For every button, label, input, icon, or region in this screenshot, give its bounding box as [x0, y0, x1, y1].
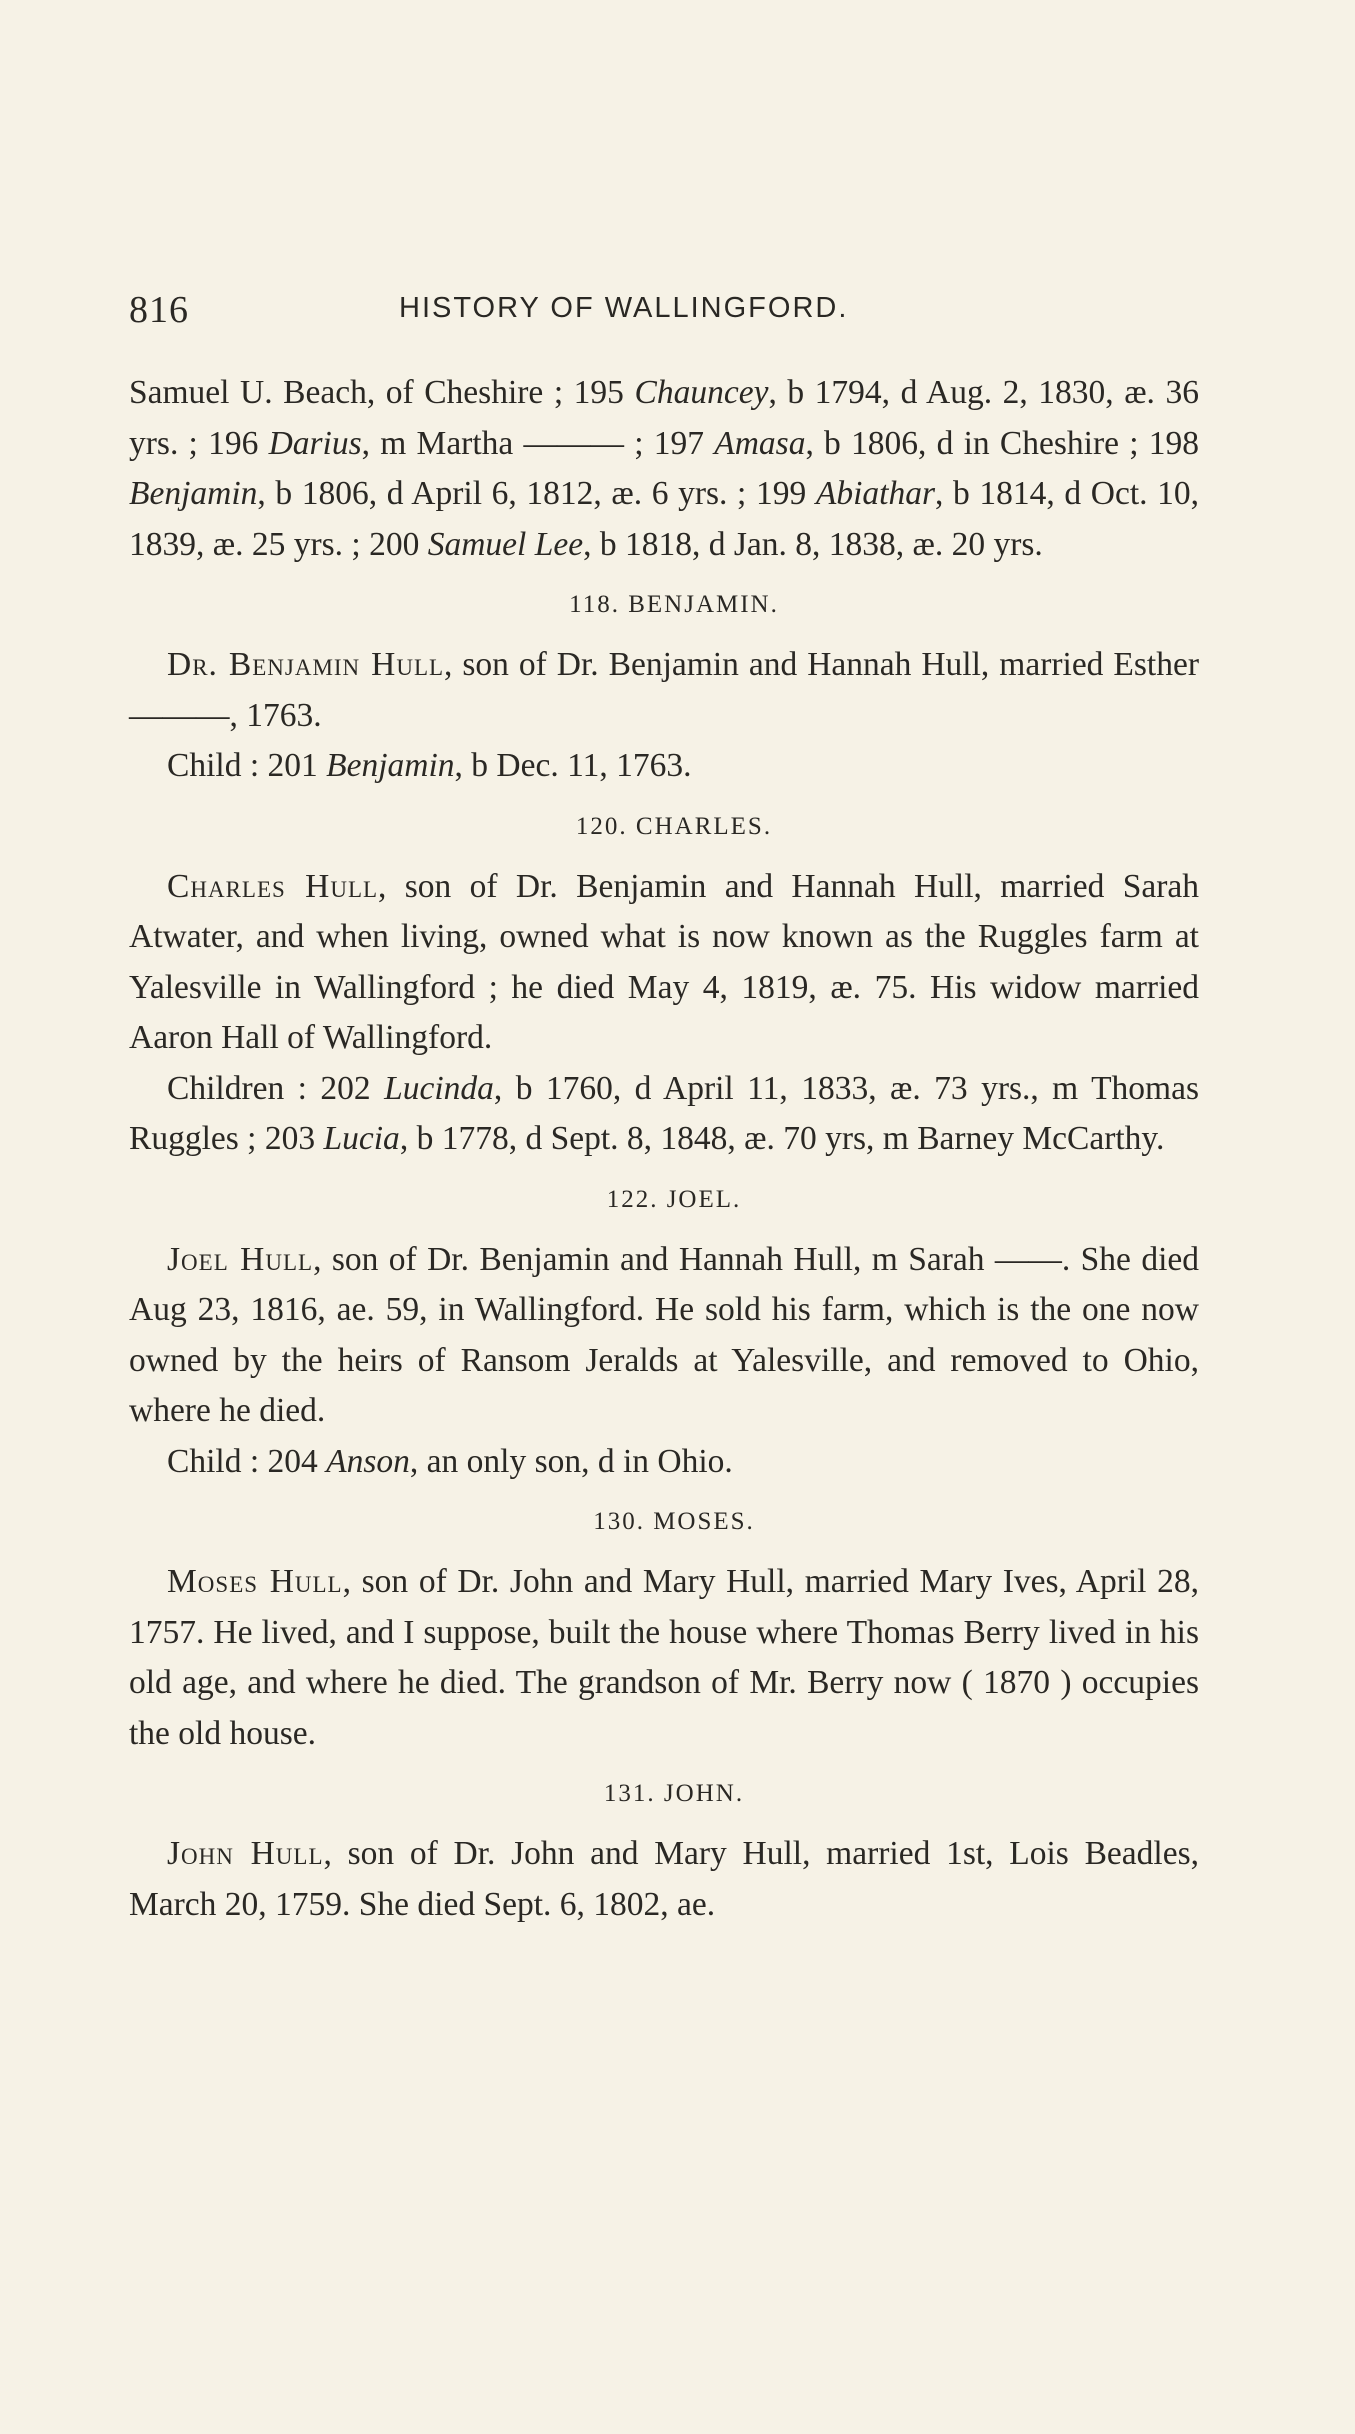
child-name: Anson [326, 1442, 410, 1480]
person-name: Dr. Benjamin Hull [167, 646, 445, 683]
child-name: Lucia [323, 1120, 400, 1157]
moses-paragraph: Moses Hull, son of Dr. John and Mary Hull, married Mary Ives, April 28, 1757. He lived, and I suppose, built the house where Thomas Berry lived in his old age, and where he died. The grandson of Mr. Berry now ( 1870 ) occupies the old house. [129, 1563, 1199, 1752]
child-name: Benjamin [326, 747, 455, 784]
child-name: Chauncey [634, 374, 769, 411]
child-name: Amasa [714, 424, 806, 462]
page-header [129, 288, 1199, 338]
person-name: Charles Hull [167, 867, 379, 905]
charles-paragraph: Charles Hull, son of Dr. Benjamin and Hannah Hull, married Sarah Atwater, and when living, owned what is now known as the Ruggles farm at Yalesville in Wallingford ; he died May 4, 1819, æ. 75. His widow married Aaron Hall of Wallingford. [129, 867, 1199, 1056]
page-body [129, 368, 1199, 1930]
child-name: Abiathar [815, 475, 935, 512]
section-heading-joel: 122. JOEL. [606, 1185, 742, 1213]
child-name: Benjamin [129, 475, 258, 512]
section-heading-john: 131. JOHN. [603, 1780, 745, 1807]
person-name: John Hull [167, 1835, 324, 1872]
section-heading-benjamin: 118. BENJAMIN. [569, 591, 779, 618]
person-name: Moses Hull [167, 1563, 343, 1600]
child-name: Lucinda [384, 1069, 494, 1107]
section-heading-charles: 120. CHARLES. [575, 812, 773, 840]
child-name: Samuel Lee [427, 525, 584, 563]
page-number: 816 [129, 289, 189, 331]
john-paragraph: John Hull, son of Dr. John and Mary Hull, married 1st, Lois Beadles, March 20, 1759. She died Sept. 6, 1802, ae. [129, 1835, 1199, 1923]
running-title: HISTORY OF WALLINGFORD. [399, 292, 849, 324]
child-name: Darius [268, 424, 362, 462]
joel-children: Child : 204 Anson, an only son, d in Ohio. [167, 1442, 733, 1480]
intro-paragraph: Samuel U. Beach, of Cheshire ; 195 Chauncey, b 1794, d Aug. 2, 1830, æ. 36 yrs. ; 196 Darius, m Martha ——— ; 197 Amasa, b 1806, d in Cheshire ; 198 Benjamin, b 1806, d April 6, 1812, æ. 6 yrs. ; 199 Abiathar, b 1814, d Oct. 10, 1839, æ. 25 yrs. ; 200 Samuel Lee, b 1818, d Jan. 8, 1838, æ. 20 yrs. [129, 374, 1199, 563]
joel-paragraph: Joel Hull, son of Dr. Benjamin and Hannah Hull, m Sarah ——. She died Aug 23, 1816, ae. 59, in Wallingford. He sold his farm, which is the one now owned by the heirs of Ransom Jeralds at Yalesville, and removed to Ohio, where he died. [129, 1240, 1199, 1429]
benjamin-paragraph: Dr. Benjamin Hull, son of Dr. Benjamin and Hannah Hull, married Esther ———, 1763. [129, 646, 1199, 734]
charles-children: Children : 202 Lucinda, b 1760, d April 11, 1833, æ. 73 yrs., m Thomas Ruggles ; 203 Lucia, b 1778, d Sept. 8, 1848, æ. 70 yrs, m Barney McCarthy. [129, 1069, 1199, 1157]
benjamin-children: Child : 201 Benjamin, b Dec. 11, 1763. [167, 747, 692, 784]
section-heading-moses: 130. MOSES. [593, 1508, 755, 1535]
person-name: Joel Hull [167, 1240, 314, 1278]
